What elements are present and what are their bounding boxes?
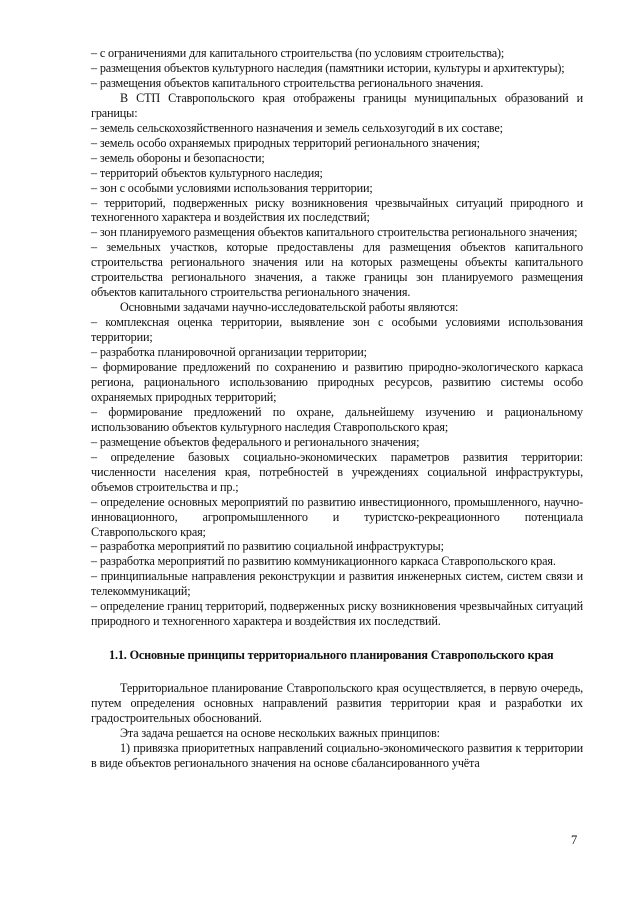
section-heading: 1.1. Основные принципы территориального планирования Ставропольского края [109,648,554,663]
body-paragraph: Территориальное планирование Ставропольского края осуществляется, в первую очередь, путем определения основных направлений развития территории края и разработки их градостроительных обоснований. [91,681,583,726]
list-item: – размещения объектов культурного наследия (памятники истории, культуры и архитектуры); [91,60,565,75]
list-item: – определение основных мероприятий по развитию инвестиционного, промышленного, научно-инновационного, агропромышленного и туристско-рекреационного потенциала Ставропольского края; [91,494,583,539]
list-item: – земельных участков, которые предоставлены для размещения объектов капитального строительства регионального значения или на которых размещены объекты капитального строительства регионального значения, а также границы зон планируемого размещения объектов капитального строительства регионального значения. [91,240,583,300]
list-tasks [91,315,583,629]
list-item: – разработка планировочной организации территории; [91,345,367,360]
list-item: – земель сельскохозяйственного назначения и земель сельхозугодий в их составе; [91,120,503,135]
list-item: – зон планируемого размещения объектов капитального строительства регионального значения; [91,225,578,240]
list-item: – принципиальные направления реконструкции и развития инженерных систем, систем связи и телекоммуникаций; [91,569,583,599]
list-item: – разработка мероприятий по развитию коммуникационного каркаса Ставропольского края. [91,554,556,569]
list-item: – формирование предложений по сохранению и развитию природно-экологического каркаса региона, рационального использованию природных ресурсов, развитию системы особо охраняемых природных территорий; [91,360,583,404]
list-item: – зон с особыми условиями использования территории; [91,180,373,195]
list-item: – территорий объектов культурного наследия; [91,165,323,180]
document-page [91,46,583,771]
intro-borders-paragraph: В СТП Ставропольского края отображены границы муниципальных образований и границы: [91,90,583,120]
list-item: – определение базовых социально-экономических параметров развития территории: численности населения края, потребностей в учреждениях социальной инфраструктуры, объемов строительства и пр.; [91,449,583,494]
list-item: – комплексная оценка территории, выявление зон с особыми условиями использования территории; [91,315,583,345]
list-item: – с ограничениями для капитального строительства (по условиям строительства); [91,46,505,60]
body-paragraph: Эта задача решается на основе нескольких важных принципов: [120,725,440,740]
list-item: – разработка мероприятий по развитию социальной инфраструктуры; [91,539,444,554]
list-item: – формирование предложений по охране, дальнейшему изучению и рациональному использованию объектов культурного наследия Ставропольского края; [91,404,583,434]
body-paragraph: 1) привязка приоритетных направлений социально-экономического развития к территории в виде объектов регионального значения на основе сбалансированного учёта [91,740,583,770]
list-item: – земель обороны и безопасности; [91,150,265,165]
list-item: – территорий, подверженных риску возникновения чрезвычайных ситуаций природного и техногенного характера и воздействия их последствий; [91,195,583,225]
list-item: – размещение объектов федерального и регионального значения; [91,434,420,449]
list-restrictions [91,46,583,91]
list-item: – размещения объектов капитального строительства регионального значения. [91,75,484,90]
list-item: – определение границ территорий, подверженных риску возникновения чрезвычайных ситуаций природного и техногенного характера и воздействия их последствий. [91,599,583,629]
list-borders [91,121,583,300]
list-item: – земель особо охраняемых природных территорий регионального значения; [91,135,480,150]
intro-tasks-paragraph: Основными задачами научно-исследовательской работы являются: [120,300,459,315]
page-number: 7 [571,833,578,847]
